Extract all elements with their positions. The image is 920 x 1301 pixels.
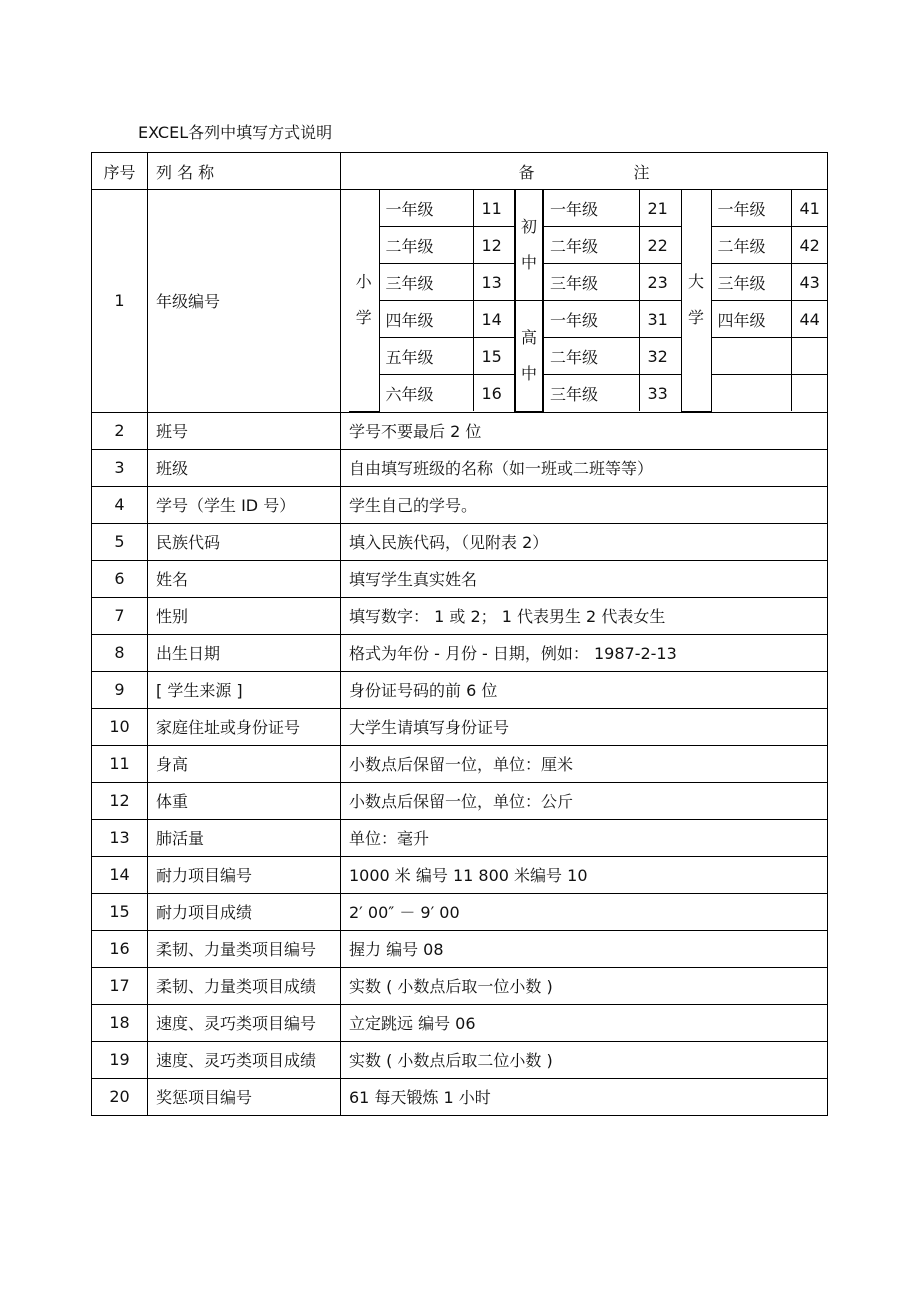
grade-code: 43 xyxy=(791,264,828,301)
row-name: 班号 xyxy=(148,412,341,449)
row-note: 填写学生真实姓名 xyxy=(341,560,828,597)
row-note: 实数 ( 小数点后取二位小数 ) xyxy=(341,1041,828,1078)
table-row xyxy=(92,597,828,634)
row-note: 小数点后保留一位，单位：公斤 xyxy=(341,782,828,819)
senior-label: 高 中 xyxy=(515,301,543,412)
row-no: 7 xyxy=(92,597,148,634)
table-row xyxy=(92,412,828,449)
row-name: 速度、灵巧类项目编号 xyxy=(148,1004,341,1041)
table-header-row xyxy=(92,153,828,190)
row-name: 柔韧、力量类项目编号 xyxy=(148,930,341,967)
row-no: 17 xyxy=(92,967,148,1004)
empty-cell xyxy=(711,338,791,375)
row-no: 2 xyxy=(92,412,148,449)
row-no: 8 xyxy=(92,634,148,671)
header-name: 列 名 称 xyxy=(148,153,341,190)
header-no: 序号 xyxy=(92,153,148,190)
row-note: 2′ 00″ － 9′ 00 xyxy=(341,893,828,930)
table-row xyxy=(92,930,828,967)
grade-code: 42 xyxy=(791,227,828,264)
row-no: 1 xyxy=(92,190,148,413)
table-row xyxy=(92,523,828,560)
row-note: 单位：毫升 xyxy=(341,819,828,856)
grade-name: 一年级 xyxy=(543,301,639,338)
table-row xyxy=(92,819,828,856)
row-note: 1000 米 编号 11 800 米编号 10 xyxy=(341,856,828,893)
row-name: 班级 xyxy=(148,449,341,486)
row-name: 民族代码 xyxy=(148,523,341,560)
row-note: 61 每天锻炼 1 小时 xyxy=(341,1078,828,1115)
row-note: 填入民族代码，（见附表 2） xyxy=(341,523,828,560)
grade-code: 32 xyxy=(639,338,681,375)
grade-name: 三年级 xyxy=(543,375,639,412)
row-no: 20 xyxy=(92,1078,148,1115)
row-note: 小数点后保留一位，单位：厘米 xyxy=(341,745,828,782)
row-no: 13 xyxy=(92,819,148,856)
row-no: 18 xyxy=(92,1004,148,1041)
row-no: 14 xyxy=(92,856,148,893)
row-no: 11 xyxy=(92,745,148,782)
table-row xyxy=(92,486,828,523)
grade-name: 二年级 xyxy=(543,227,639,264)
table-row xyxy=(92,560,828,597)
grade-name: 四年级 xyxy=(711,301,791,338)
row-no: 6 xyxy=(92,560,148,597)
primary-label: 小 学 xyxy=(349,190,379,411)
empty-cell xyxy=(791,338,828,375)
empty-cell xyxy=(791,375,828,412)
document-title: EXCEL各列中填写方式说明 xyxy=(138,123,333,142)
grade-name: 三年级 xyxy=(379,264,473,301)
grade-name: 一年级 xyxy=(543,190,639,227)
table-row xyxy=(92,967,828,1004)
row-name: 身高 xyxy=(148,745,341,782)
table-row xyxy=(92,634,828,671)
grade-code: 21 xyxy=(639,190,681,227)
row-note: 学号不要最后 2 位 xyxy=(341,412,828,449)
table-row xyxy=(92,1041,828,1078)
table-row xyxy=(92,856,828,893)
grade-code: 44 xyxy=(791,301,828,338)
row-no: 5 xyxy=(92,523,148,560)
description-table xyxy=(91,152,828,1116)
grade-code: 16 xyxy=(473,375,515,412)
grade-name: 一年级 xyxy=(379,190,473,227)
grade-codes-cell xyxy=(341,190,828,413)
row-name: 学号（学生 ID 号） xyxy=(148,486,341,523)
row-note: 握力 编号 08 xyxy=(341,930,828,967)
header-note-b: 注 xyxy=(633,162,650,182)
grade-code: 11 xyxy=(473,190,515,227)
grade-name: 五年级 xyxy=(379,338,473,375)
row-name: 耐力项目成绩 xyxy=(148,893,341,930)
row-name: 性别 xyxy=(148,597,341,634)
row-note: 立定跳远 编号 06 xyxy=(341,1004,828,1041)
grade-name: 三年级 xyxy=(543,264,639,301)
row-no: 10 xyxy=(92,708,148,745)
grade-code: 12 xyxy=(473,227,515,264)
row-no: 19 xyxy=(92,1041,148,1078)
row-name: 年级编号 xyxy=(148,190,341,413)
grade-name: 二年级 xyxy=(711,227,791,264)
table-row xyxy=(92,1078,828,1115)
empty-cell xyxy=(711,375,791,412)
row-name: 奖惩项目编号 xyxy=(148,1078,341,1115)
grade-row xyxy=(92,190,828,413)
row-no: 4 xyxy=(92,486,148,523)
row-name: 体重 xyxy=(148,782,341,819)
junior-label: 初 中 xyxy=(515,190,543,301)
grade-codes-table xyxy=(349,190,828,412)
grade-name: 三年级 xyxy=(711,264,791,301)
row-no: 16 xyxy=(92,930,148,967)
row-name: 出生日期 xyxy=(148,634,341,671)
row-note: 格式为年份 - 月份 - 日期，例如： 1987-2-13 xyxy=(341,634,828,671)
grade-name: 四年级 xyxy=(379,301,473,338)
row-name: 耐力项目编号 xyxy=(148,856,341,893)
row-note: 身份证号码的前 6 位 xyxy=(341,671,828,708)
grade-name: 六年级 xyxy=(379,375,473,412)
row-name: 家庭住址或身份证号 xyxy=(148,708,341,745)
table-row xyxy=(92,671,828,708)
row-name: 肺活量 xyxy=(148,819,341,856)
grade-code: 33 xyxy=(639,375,681,412)
row-note: 自由填写班级的名称（如一班或二班等等） xyxy=(341,449,828,486)
table-row xyxy=(92,449,828,486)
table-row xyxy=(92,893,828,930)
header-note xyxy=(341,153,828,190)
row-no: 9 xyxy=(92,671,148,708)
table-row xyxy=(92,1004,828,1041)
grade-code: 22 xyxy=(639,227,681,264)
row-name: 速度、灵巧类项目成绩 xyxy=(148,1041,341,1078)
grade-name: 一年级 xyxy=(711,190,791,227)
grade-code: 23 xyxy=(639,264,681,301)
grade-code: 15 xyxy=(473,338,515,375)
row-name: 姓名 xyxy=(148,560,341,597)
row-note: 实数 ( 小数点后取一位小数 ) xyxy=(341,967,828,1004)
table-row xyxy=(92,708,828,745)
grade-code: 41 xyxy=(791,190,828,227)
row-no: 15 xyxy=(92,893,148,930)
grade-name: 二年级 xyxy=(543,338,639,375)
row-no: 3 xyxy=(92,449,148,486)
table-row xyxy=(92,782,828,819)
grade-code: 31 xyxy=(639,301,681,338)
row-name: 柔韧、力量类项目成绩 xyxy=(148,967,341,1004)
header-note-a: 备 xyxy=(518,162,535,182)
row-no: 12 xyxy=(92,782,148,819)
row-note: 学生自己的学号。 xyxy=(341,486,828,523)
grade-name: 二年级 xyxy=(379,227,473,264)
grade-code: 13 xyxy=(473,264,515,301)
row-name: [ 学生来源 ] xyxy=(148,671,341,708)
university-label: 大 学 xyxy=(681,190,711,411)
row-note: 大学生请填写身份证号 xyxy=(341,708,828,745)
grade-code: 14 xyxy=(473,301,515,338)
table-row xyxy=(92,745,828,782)
row-note: 填写数字： 1 或 2； 1 代表男生 2 代表女生 xyxy=(341,597,828,634)
